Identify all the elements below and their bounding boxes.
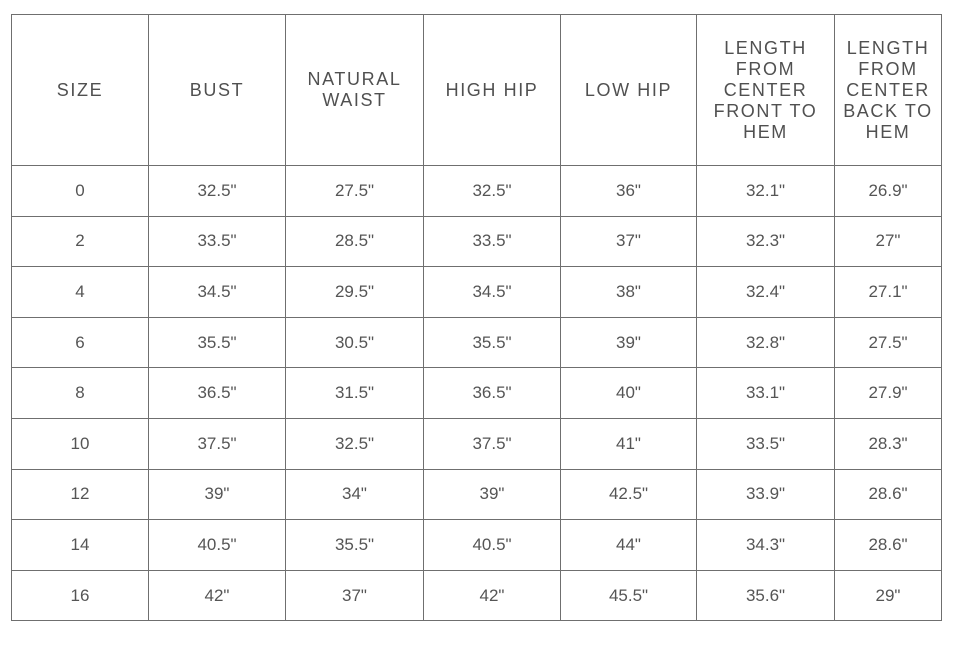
cell-bust: 35.5": [149, 317, 286, 368]
table-body: [12, 166, 942, 621]
cell-length-back: 28.6": [835, 469, 942, 520]
cell-natural-waist: 30.5": [286, 317, 424, 368]
cell-natural-waist: 35.5": [286, 520, 424, 571]
cell-bust: 34.5": [149, 267, 286, 318]
cell-length-back: 27.1": [835, 267, 942, 318]
table-row: [12, 418, 942, 469]
cell-length-front: 32.4": [697, 267, 835, 318]
cell-size: 0: [12, 166, 149, 217]
cell-bust: 37.5": [149, 418, 286, 469]
cell-length-front: 32.8": [697, 317, 835, 368]
cell-high-hip: 36.5": [424, 368, 561, 419]
header-length-back: [835, 15, 942, 166]
cell-size: 12: [12, 469, 149, 520]
cell-high-hip: 42": [424, 570, 561, 621]
cell-natural-waist: 31.5": [286, 368, 424, 419]
cell-bust: 40.5": [149, 520, 286, 571]
cell-bust: 42": [149, 570, 286, 621]
table-row: [12, 368, 942, 419]
cell-size: 10: [12, 418, 149, 469]
cell-length-back: 27": [835, 216, 942, 267]
cell-length-back: 28.3": [835, 418, 942, 469]
table-row: [12, 520, 942, 571]
table-header: [12, 15, 942, 166]
header-natural-waist-label: NATURAL WAIST: [307, 69, 402, 110]
cell-low-hip: 36": [561, 166, 697, 217]
cell-low-hip: 39": [561, 317, 697, 368]
header-length-back-label: LENGTH FROM CENTER BACK TO HEM: [843, 37, 933, 142]
table-row: [12, 216, 942, 267]
header-natural-waist: [286, 15, 424, 166]
cell-natural-waist: 37": [286, 570, 424, 621]
cell-length-back: 27.5": [835, 317, 942, 368]
header-low-hip-label: LOW HIP: [584, 79, 673, 100]
cell-high-hip: 33.5": [424, 216, 561, 267]
table-row: [12, 469, 942, 520]
cell-length-front: 33.1": [697, 368, 835, 419]
header-bust: [149, 15, 286, 166]
cell-high-hip: 35.5": [424, 317, 561, 368]
cell-length-front: 35.6": [697, 570, 835, 621]
cell-natural-waist: 29.5": [286, 267, 424, 318]
cell-low-hip: 44": [561, 520, 697, 571]
cell-low-hip: 38": [561, 267, 697, 318]
header-size: [12, 15, 149, 166]
cell-bust: 36.5": [149, 368, 286, 419]
table-row: [12, 166, 942, 217]
header-row: [12, 15, 942, 166]
cell-length-back: 27.9": [835, 368, 942, 419]
cell-high-hip: 39": [424, 469, 561, 520]
cell-low-hip: 37": [561, 216, 697, 267]
cell-high-hip: 37.5": [424, 418, 561, 469]
cell-size: 6: [12, 317, 149, 368]
cell-size: 16: [12, 570, 149, 621]
cell-length-front: 33.5": [697, 418, 835, 469]
cell-length-back: 29": [835, 570, 942, 621]
table-row: [12, 317, 942, 368]
table-row: [12, 570, 942, 621]
cell-size: 8: [12, 368, 149, 419]
cell-low-hip: 42.5": [561, 469, 697, 520]
cell-low-hip: 45.5": [561, 570, 697, 621]
cell-bust: 33.5": [149, 216, 286, 267]
header-high-hip-label: HIGH HIP: [445, 79, 539, 100]
header-low-hip: [561, 15, 697, 166]
cell-size: 4: [12, 267, 149, 318]
table-row: [12, 267, 942, 318]
cell-high-hip: 40.5": [424, 520, 561, 571]
cell-size: 14: [12, 520, 149, 571]
cell-length-back: 28.6": [835, 520, 942, 571]
header-size-label: SIZE: [56, 79, 104, 100]
header-length-front-label: LENGTH FROM CENTER FRONT TO HEM: [713, 37, 818, 142]
cell-size: 2: [12, 216, 149, 267]
cell-bust: 39": [149, 469, 286, 520]
cell-bust: 32.5": [149, 166, 286, 217]
cell-low-hip: 41": [561, 418, 697, 469]
cell-high-hip: 34.5": [424, 267, 561, 318]
cell-length-front: 32.3": [697, 216, 835, 267]
cell-natural-waist: 32.5": [286, 418, 424, 469]
cell-length-back: 26.9": [835, 166, 942, 217]
cell-natural-waist: 34": [286, 469, 424, 520]
cell-length-front: 34.3": [697, 520, 835, 571]
header-length-front: [697, 15, 835, 166]
cell-length-front: 32.1": [697, 166, 835, 217]
header-high-hip: [424, 15, 561, 166]
size-chart-table: [11, 14, 942, 621]
cell-natural-waist: 28.5": [286, 216, 424, 267]
cell-high-hip: 32.5": [424, 166, 561, 217]
cell-length-front: 33.9": [697, 469, 835, 520]
cell-low-hip: 40": [561, 368, 697, 419]
header-bust-label: BUST: [189, 79, 245, 100]
cell-natural-waist: 27.5": [286, 166, 424, 217]
